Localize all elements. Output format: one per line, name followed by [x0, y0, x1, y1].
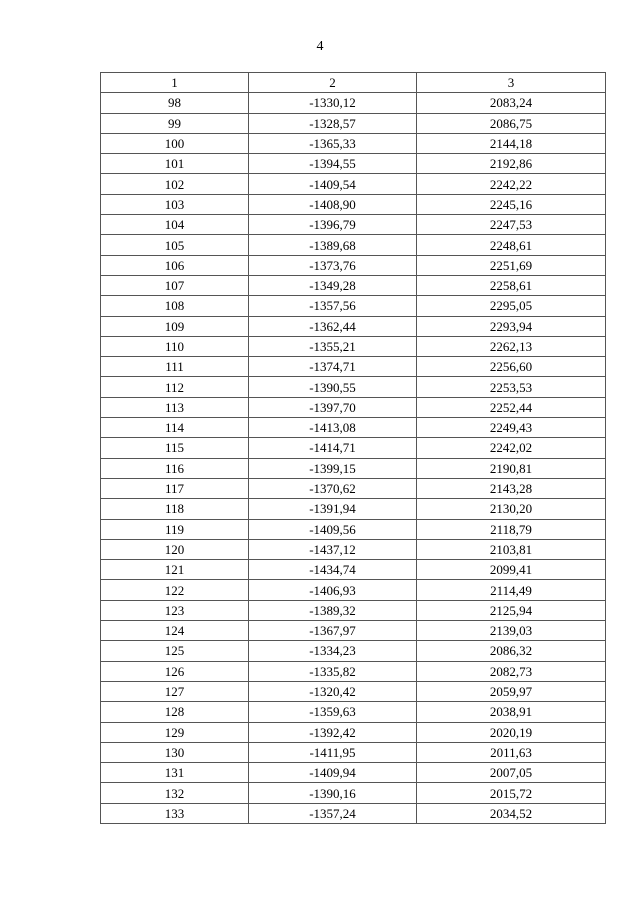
- table-cell: -1413,08: [249, 418, 417, 438]
- table-cell: 121: [101, 560, 249, 580]
- table-cell: 2190,81: [417, 458, 606, 478]
- table-cell: -1411,95: [249, 742, 417, 762]
- table-cell: 2293,94: [417, 316, 606, 336]
- table-cell: 2118,79: [417, 519, 606, 539]
- table-cell: 118: [101, 499, 249, 519]
- table-cell: -1365,33: [249, 133, 417, 153]
- table-cell: -1390,16: [249, 783, 417, 803]
- table-row: [101, 702, 606, 722]
- table-row: [101, 316, 606, 336]
- table-row: [101, 600, 606, 620]
- table-row: [101, 296, 606, 316]
- table-row: [101, 560, 606, 580]
- table-row: [101, 641, 606, 661]
- table-row: [101, 255, 606, 275]
- table-cell: 128: [101, 702, 249, 722]
- table-cell: 100: [101, 133, 249, 153]
- table-row: [101, 154, 606, 174]
- table-cell: -1390,55: [249, 377, 417, 397]
- table-cell: 2253,53: [417, 377, 606, 397]
- table-cell: 123: [101, 600, 249, 620]
- table-cell: -1396,79: [249, 215, 417, 235]
- table-row: [101, 621, 606, 641]
- table-row: [101, 580, 606, 600]
- table-cell: 112: [101, 377, 249, 397]
- table-row: [101, 397, 606, 417]
- table-cell: 2143,28: [417, 478, 606, 498]
- table-body: [101, 93, 606, 824]
- table-cell: -1357,24: [249, 803, 417, 823]
- table-cell: 126: [101, 661, 249, 681]
- table-cell: 2242,02: [417, 438, 606, 458]
- table-cell: 98: [101, 93, 249, 113]
- table-cell: 2262,13: [417, 336, 606, 356]
- table-cell: -1367,97: [249, 621, 417, 641]
- table-row: [101, 499, 606, 519]
- table-cell: 2020,19: [417, 722, 606, 742]
- table-row: [101, 275, 606, 295]
- table-cell: 2249,43: [417, 418, 606, 438]
- table-cell: -1357,56: [249, 296, 417, 316]
- table-cell: 106: [101, 255, 249, 275]
- table-cell: 2082,73: [417, 661, 606, 681]
- table-cell: 2038,91: [417, 702, 606, 722]
- table-cell: 2086,75: [417, 113, 606, 133]
- table-cell: -1392,42: [249, 722, 417, 742]
- table-cell: -1330,12: [249, 93, 417, 113]
- table-cell: 2083,24: [417, 93, 606, 113]
- table-cell: -1389,32: [249, 600, 417, 620]
- table-cell: 2256,60: [417, 357, 606, 377]
- table-cell: 101: [101, 154, 249, 174]
- table-row: [101, 539, 606, 559]
- table-row: [101, 418, 606, 438]
- table-header-row: [101, 73, 606, 93]
- table-cell: -1409,54: [249, 174, 417, 194]
- table-cell: -1408,90: [249, 194, 417, 214]
- table-cell: 2258,61: [417, 275, 606, 295]
- column-header: 1: [101, 73, 249, 93]
- table-cell: 119: [101, 519, 249, 539]
- table-cell: 105: [101, 235, 249, 255]
- table-cell: 115: [101, 438, 249, 458]
- table-cell: -1409,56: [249, 519, 417, 539]
- table-row: [101, 438, 606, 458]
- page-number: 4: [316, 39, 324, 54]
- table-cell: 2251,69: [417, 255, 606, 275]
- table-cell: 102: [101, 174, 249, 194]
- table-cell: 110: [101, 336, 249, 356]
- table-cell: 104: [101, 215, 249, 235]
- table-cell: 114: [101, 418, 249, 438]
- table-cell: -1373,76: [249, 255, 417, 275]
- table-cell: -1359,63: [249, 702, 417, 722]
- table-row: [101, 458, 606, 478]
- table-cell: -1328,57: [249, 113, 417, 133]
- table-cell: 103: [101, 194, 249, 214]
- table-cell: 2015,72: [417, 783, 606, 803]
- table-cell: 2139,03: [417, 621, 606, 641]
- table-cell: -1394,55: [249, 154, 417, 174]
- table-row: [101, 133, 606, 153]
- table-cell: 2242,22: [417, 174, 606, 194]
- table-row: [101, 174, 606, 194]
- table-row: [101, 93, 606, 113]
- table-row: [101, 336, 606, 356]
- table-row: [101, 803, 606, 823]
- table-cell: 2103,81: [417, 539, 606, 559]
- table-cell: 2130,20: [417, 499, 606, 519]
- table-row: [101, 722, 606, 742]
- table-row: [101, 194, 606, 214]
- table-cell: 99: [101, 113, 249, 133]
- table-cell: 131: [101, 763, 249, 783]
- table-cell: -1362,44: [249, 316, 417, 336]
- table-cell: 120: [101, 539, 249, 559]
- table-cell: 116: [101, 458, 249, 478]
- table-cell: 2011,63: [417, 742, 606, 762]
- table-cell: 2245,16: [417, 194, 606, 214]
- table-cell: -1406,93: [249, 580, 417, 600]
- coordinates-table: [100, 72, 606, 824]
- table-row: [101, 763, 606, 783]
- table-row: [101, 742, 606, 762]
- table-cell: 2034,52: [417, 803, 606, 823]
- table-cell: -1434,74: [249, 560, 417, 580]
- table-cell: 2247,53: [417, 215, 606, 235]
- table-cell: 2059,97: [417, 681, 606, 701]
- table-cell: -1414,71: [249, 438, 417, 458]
- table-cell: -1335,82: [249, 661, 417, 681]
- table-row: [101, 235, 606, 255]
- table-cell: 2099,41: [417, 560, 606, 580]
- table-cell: -1349,28: [249, 275, 417, 295]
- table-cell: 2125,94: [417, 600, 606, 620]
- table-cell: 2295,05: [417, 296, 606, 316]
- table-cell: 133: [101, 803, 249, 823]
- table-cell: 2248,61: [417, 235, 606, 255]
- table-row: [101, 215, 606, 235]
- table-cell: 117: [101, 478, 249, 498]
- table-cell: 122: [101, 580, 249, 600]
- table-cell: 124: [101, 621, 249, 641]
- table-row: [101, 478, 606, 498]
- table-cell: 129: [101, 722, 249, 742]
- table-cell: 113: [101, 397, 249, 417]
- table-cell: 2252,44: [417, 397, 606, 417]
- table-cell: -1320,42: [249, 681, 417, 701]
- table-cell: 108: [101, 296, 249, 316]
- table-cell: 125: [101, 641, 249, 661]
- table-cell: 2086,32: [417, 641, 606, 661]
- table-cell: 2114,49: [417, 580, 606, 600]
- table-cell: 2144,18: [417, 133, 606, 153]
- table-cell: -1437,12: [249, 539, 417, 559]
- table-row: [101, 519, 606, 539]
- table-row: [101, 113, 606, 133]
- table-cell: 132: [101, 783, 249, 803]
- table-row: [101, 661, 606, 681]
- table-cell: 2192,86: [417, 154, 606, 174]
- table-cell: -1355,21: [249, 336, 417, 356]
- table-cell: 130: [101, 742, 249, 762]
- table-row: [101, 357, 606, 377]
- table-cell: -1399,15: [249, 458, 417, 478]
- table-cell: 127: [101, 681, 249, 701]
- table-cell: -1397,70: [249, 397, 417, 417]
- table-cell: -1409,94: [249, 763, 417, 783]
- table-cell: -1374,71: [249, 357, 417, 377]
- column-header: 2: [249, 73, 417, 93]
- table-row: [101, 681, 606, 701]
- table-cell: -1370,62: [249, 478, 417, 498]
- table-cell: -1389,68: [249, 235, 417, 255]
- table-cell: 107: [101, 275, 249, 295]
- table-cell: -1334,23: [249, 641, 417, 661]
- table-cell: 2007,05: [417, 763, 606, 783]
- table-cell: 109: [101, 316, 249, 336]
- table-row: [101, 377, 606, 397]
- table-cell: -1391,94: [249, 499, 417, 519]
- table-cell: 111: [101, 357, 249, 377]
- table-row: [101, 783, 606, 803]
- column-header: 3: [417, 73, 606, 93]
